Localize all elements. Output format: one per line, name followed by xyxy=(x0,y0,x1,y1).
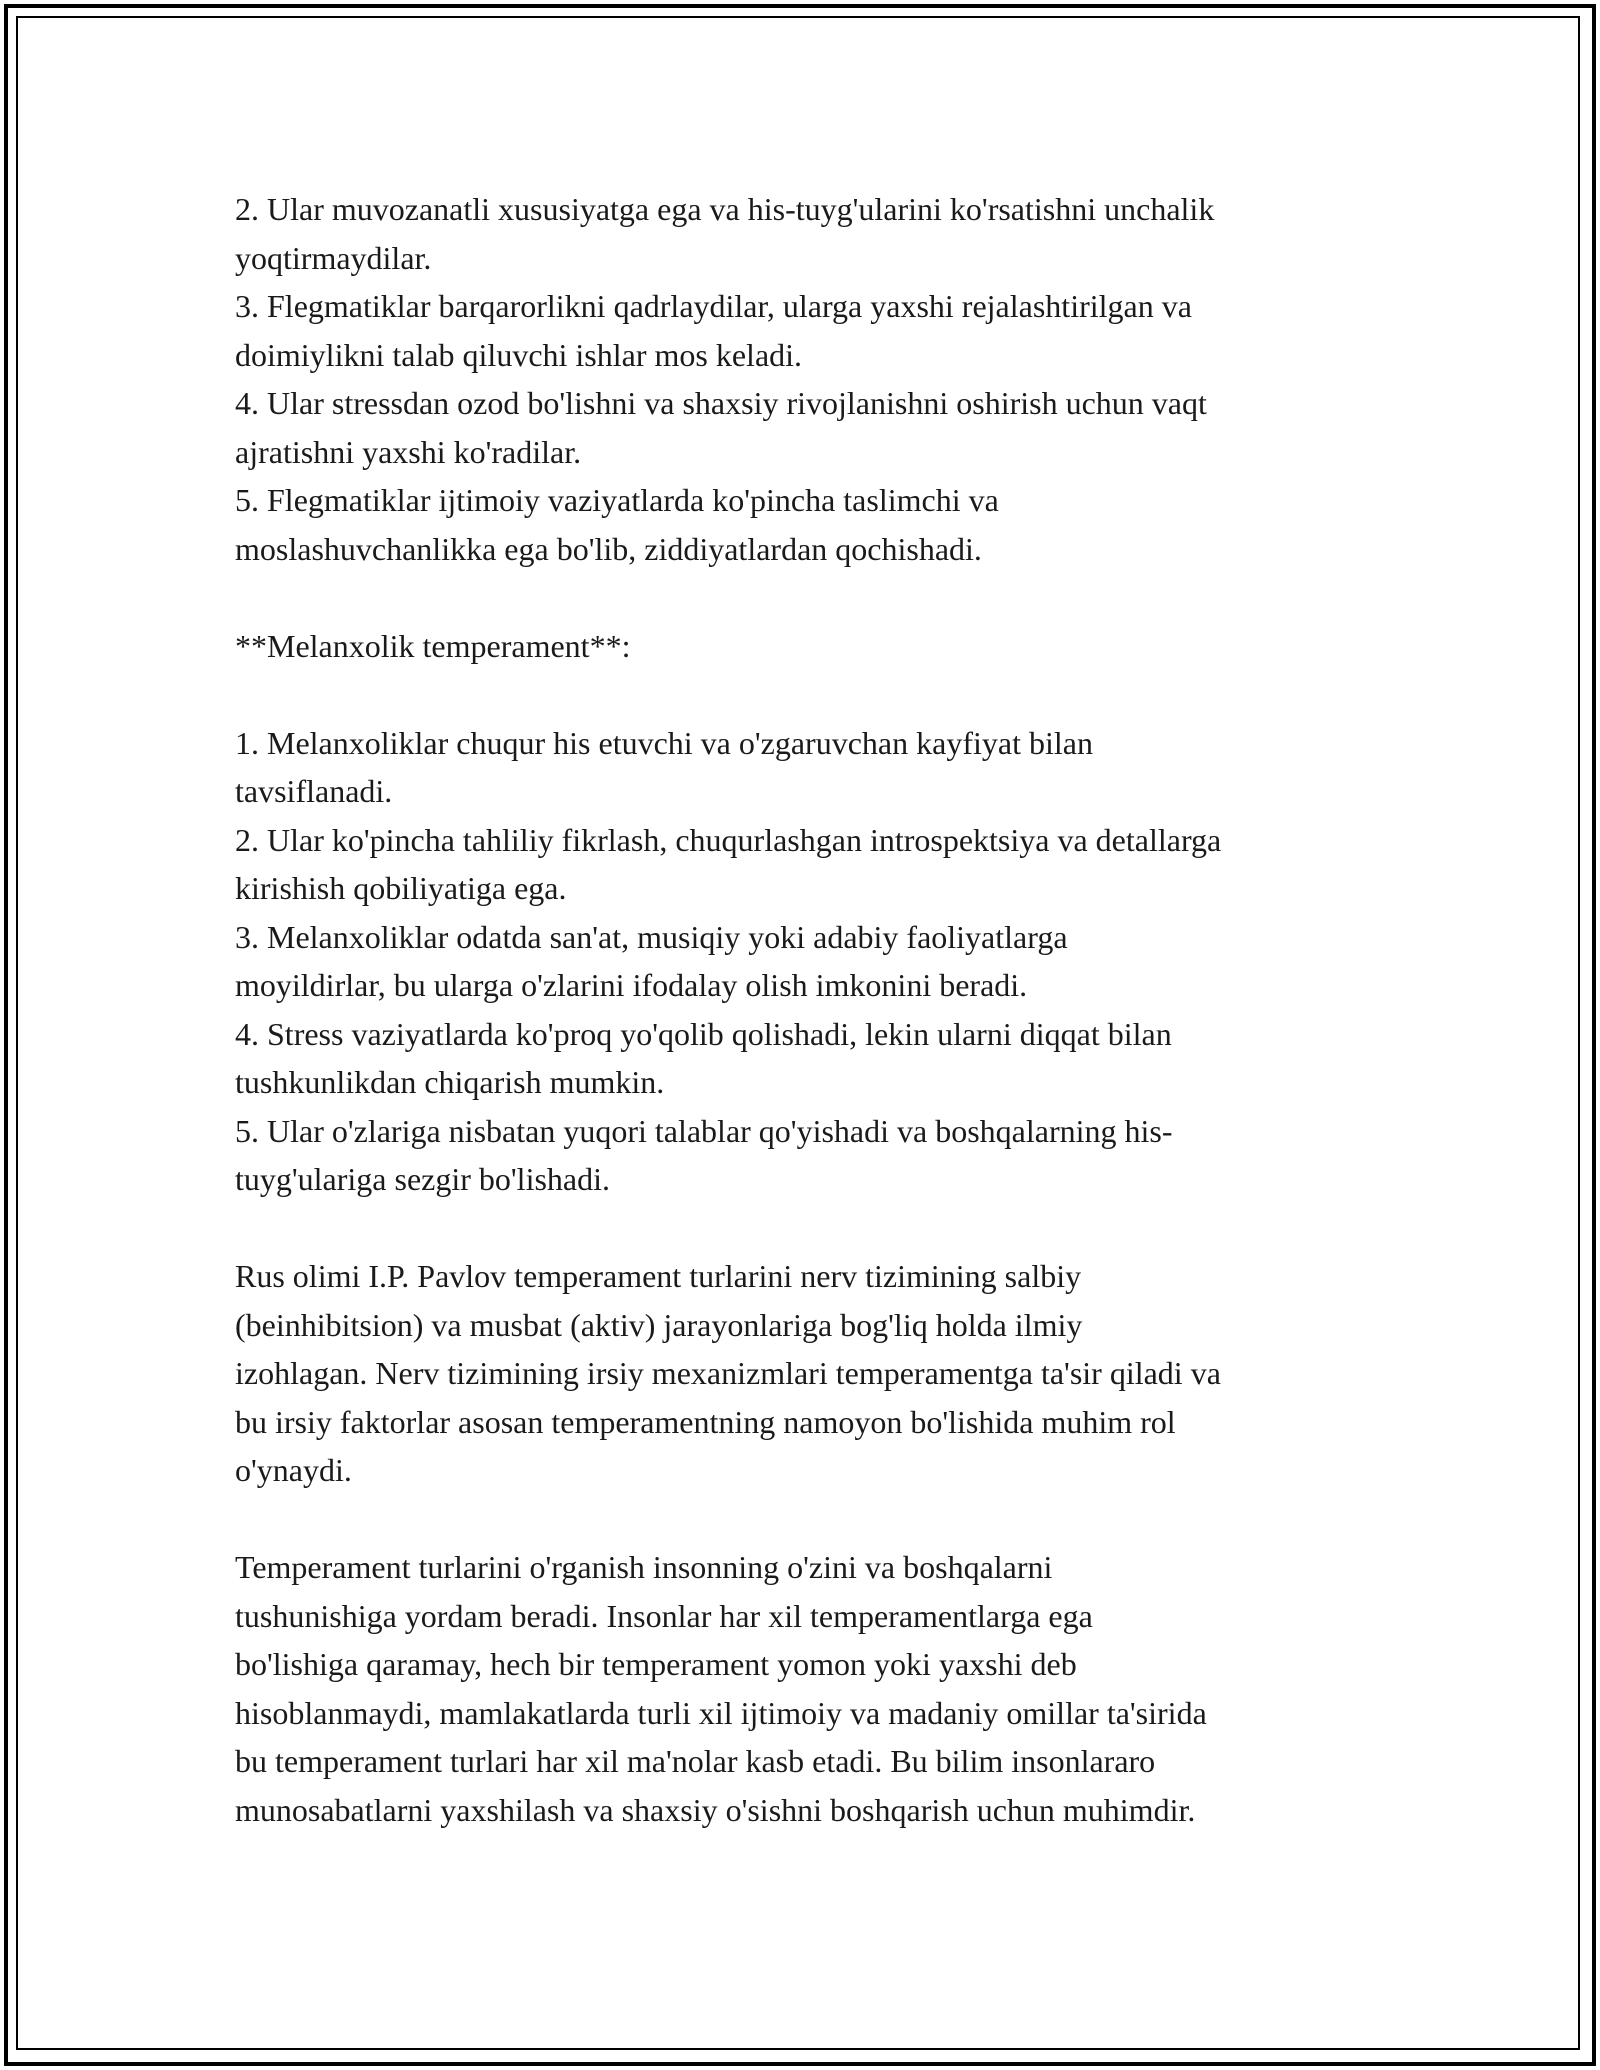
conclusion-line-5: bu temperament turlari har xil ma'nolar kasb etadi. Bu bilim insonlararo xyxy=(235,1743,1156,1779)
flegmatik-item-4-line-1: 4. Ular stressdan ozod bo'lishni va shaxsiy rivojlanishni oshirish uchun vaqt xyxy=(235,385,1207,421)
melanxolik-item-1-line-2: tavsiflanadi. xyxy=(235,773,393,809)
conclusion-line-3: bo'lishiga qaramay, hech bir temperament yomon yoki yaxshi deb xyxy=(235,1646,1077,1682)
flegmatik-list xyxy=(235,185,1395,573)
flegmatik-item-3-line-1: 3. Flegmatiklar barqarorlikni qadrlaydilar, ularga yaxshi rejalashtirilgan va xyxy=(235,288,1192,324)
flegmatik-item-4-line-2: ajratishni yaxshi ko'radilar. xyxy=(235,433,582,470)
flegmatik-item-3-line-2: doimiylikni talab qiluvchi ishlar mos keladi. xyxy=(235,336,803,373)
pavlov-line-3: izohlagan. Nerv tizimining irsiy mexanizmlari temperamentga ta'sir qiladi va xyxy=(235,1355,1221,1391)
spacer xyxy=(235,573,1395,622)
melanxolik-item-2-line-2: kirishish qobiliyatiga ega. xyxy=(235,870,567,906)
spacer xyxy=(235,670,1395,719)
flegmatik-item-2-line-1: 2. Ular muvozanatli xususiyatga ega va his-tuyg'ularini ko'rsatishni unchalik xyxy=(235,191,1215,227)
flegmatik-item-5-line-1: 5. Flegmatiklar ijtimoiy vaziyatlarda ko'pincha taslimchi va xyxy=(235,482,999,518)
pavlov-line-1: Rus olimi I.P. Pavlov temperament turlarini nerv tizimining salbiy xyxy=(235,1258,1082,1294)
pavlov-line-4: bu irsiy faktorlar asosan temperamentning namoyon bo'lishida muhim rol xyxy=(235,1403,1176,1440)
melanxolik-item-3-line-2: moyildirlar, bu ularga o'zlarini ifodalay olish imkonini beradi. xyxy=(235,967,1028,1003)
melanxolik-item-1-line-1: 1. Melanxoliklar chuqur his etuvchi va o'zgaruvchan kayfiyat bilan xyxy=(235,724,1093,761)
pavlov-line-5: o'ynaydi. xyxy=(235,1452,352,1488)
flegmatik-item-5-line-2: moslashuvchanlikka ega bo'lib, ziddiyatlardan qochishadi. xyxy=(235,530,982,567)
conclusion-line-2: tushunishiga yordam beradi. Insonlar har xil temperamentlarga ega xyxy=(235,1597,1093,1634)
conclusion-line-6: munosabatlarni yaxshilash va shaxsiy o'sishni boshqarish uchun muhimdir. xyxy=(235,1791,1196,1828)
spacer xyxy=(235,1204,1395,1253)
document-body xyxy=(235,185,1395,1834)
melanxolik-item-4-line-2: tushkunlikdan chiqarish mumkin. xyxy=(235,1064,665,1100)
melanxolik-item-5-line-1: 5. Ular o'zlariga nisbatan yuqori talablar qo'yishadi va boshqalarning his- xyxy=(235,1112,1173,1149)
spacer xyxy=(235,1495,1395,1544)
melanxolik-item-3-line-1: 3. Melanxoliklar odatda san'at, musiqiy yoki adabiy faoliyatlarga xyxy=(235,918,1068,955)
conclusion-line-4: hisoblanmaydi, mamlakatlarda turli xil ijtimoiy va madaniy omillar ta'sirida xyxy=(235,1694,1207,1731)
melanxolik-list xyxy=(235,719,1395,1204)
pavlov-paragraph xyxy=(235,1252,1395,1495)
pavlov-line-2: (beinhibitsion) va musbat (aktiv) jarayonlariga bog'liq holda ilmiy xyxy=(235,1306,1083,1343)
melanxolik-item-5-line-2: tuyg'ulariga sezgir bo'lishadi. xyxy=(235,1161,610,1197)
conclusion-line-1: Temperament turlarini o'rganish insonning o'zini va boshqalarni xyxy=(235,1549,1053,1585)
melanxolik-heading: **Melanxolik temperament**: xyxy=(235,627,631,664)
conclusion-paragraph xyxy=(235,1543,1395,1834)
melanxolik-item-2-line-1: 2. Ular ko'pincha tahliliy fikrlash, chuqurlashgan introspektsiya va detallarga xyxy=(235,821,1222,858)
flegmatik-item-2-line-2: yoqtirmaydilar. xyxy=(235,239,432,276)
melanxolik-item-4-line-1: 4. Stress vaziyatlarda ko'proq yo'qolib qolishadi, lekin ularni diqqat bilan xyxy=(235,1015,1172,1052)
